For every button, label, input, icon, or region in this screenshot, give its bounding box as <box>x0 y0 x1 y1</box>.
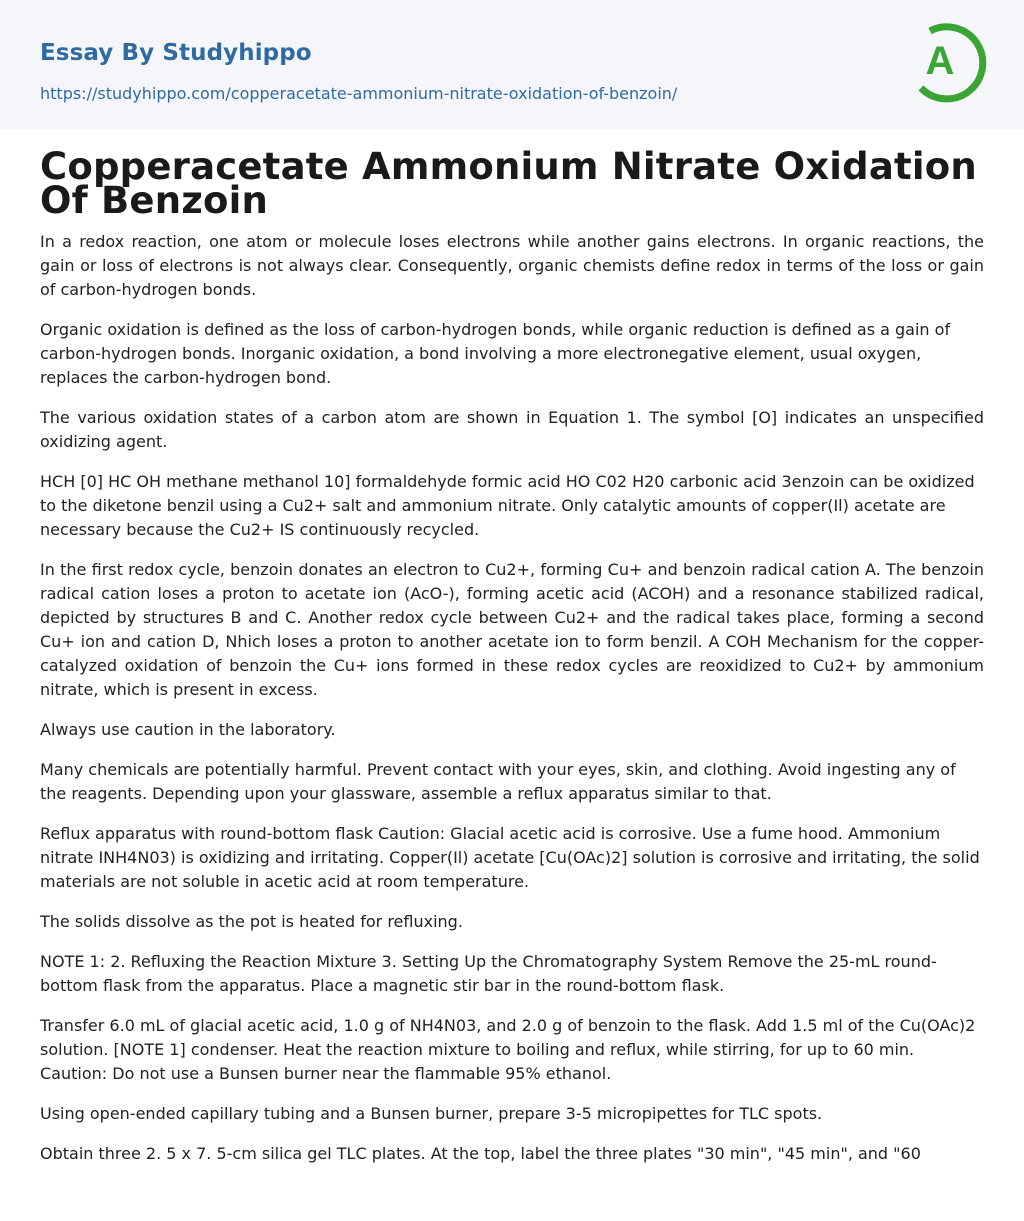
studyhippo-logo-icon[interactable] <box>908 18 988 106</box>
site-brand[interactable]: Essay By Studyhippo <box>40 40 312 66</box>
paragraph: HCH [0] HC OH methane methanol 10] formaldehyde formic acid HO C02 H20 carbonic acid 3enzoin can be oxidized to the diketone benzil using a Cu2+ salt and ammonium nitrate. Only catalytic amounts of copper(Il) acetate are necessary because the Cu2+ IS continuously recycled. <box>40 472 975 539</box>
paragraph: Organic oxidation is defined as the loss of carbon-hydrogen bonds, while organic reduction is defined as a gain of carbon-hydrogen bonds. Inorganic oxidation, a bond involving a more electronegative element, usual oxygen, replaces the carbon-hydrogen bond. <box>40 320 951 387</box>
paragraph: Always use caution in the laboratory. <box>40 720 336 739</box>
site-header <box>0 0 1024 129</box>
paragraph: The solids dissolve as the pot is heated for refluxing. <box>40 912 463 931</box>
paragraph: In the first redox cycle, benzoin donates an electron to Cu2+, forming Cu+ and benzoin radical cation A. The benzoin radical cation loses a proton to acetate ion (AcO-), forming acetic acid (ACOH) and a resonance stabilized radical, depicted by structures B and C. Another redox cycle between Cu2+ and the radical takes place, forming a second Cu+ ion and cation D, Nhich loses a proton to another acetate ion to form benzil. A COH Mechanism for the copper-catalyzed oxidation of benzoin the Cu+ ions formed in these redox cycles are reoxidized to Cu2+ by ammonium nitrate, which is present in excess. <box>40 560 984 699</box>
paragraph: Transfer 6.0 mL of glacial acetic acid, 1.0 g of NH4N03, and 2.0 g of benzoin to the flask. Add 1.5 ml of the Cu(OAc)2 solution. [NOTE 1] condenser. Heat the reaction mixture to boiling and reflux, while stirring, for up to 60 min. Caution: Do not use a Bunsen burner near the flammable 95% ethanol. <box>40 1016 976 1083</box>
paragraph: Many chemicals are potentially harmful. Prevent contact with your eyes, skin, and clothing. Avoid ingesting any of the reagents. Depending upon your glassware, assemble a reflux apparatus similar to that. <box>40 760 956 803</box>
article <box>40 145 984 1182</box>
logo-letter: A <box>925 39 955 83</box>
page-title: Copperacetate Ammonium Nitrate Oxidation Of Benzoin <box>40 145 977 222</box>
paragraph: The various oxidation states of a carbon atom are shown in Equation 1. The symbol [O] indicates an unspecified oxidizing agent. <box>40 408 984 451</box>
paragraph: NOTE 1: 2. Refluxing the Reaction Mixture 3. Setting Up the Chromatography System Remove the 25-mL round-bottom flask from the apparatus. Place a magnetic stir bar in the round-bottom flask. <box>40 952 937 995</box>
paragraph: Reflux apparatus with round-bottom flask Caution: Glacial acetic acid is corrosive. Use a fume hood. Ammonium nitrate INH4N03) is oxidizing and irritating. Copper(Il) acetate [Cu(OAc)2] solution is corrosive and irritating, the solid materials are not soluble in acetic acid at room temperature. <box>40 824 980 891</box>
paragraph: Using open-ended capillary tubing and a Bunsen burner, prepare 3-5 micropipettes for TLC spots. <box>40 1104 823 1123</box>
paragraph: In a redox reaction, one atom or molecule loses electrons while another gains electrons. In organic reactions, the gain or loss of electrons is not always clear. Consequently, organic chemists define redox in terms of the loss or gain of carbon-hydrogen bonds. <box>40 232 984 299</box>
paragraph: Obtain three 2. 5 x 7. 5-cm silica gel TLC plates. At the top, label the three plates "30 min", "45 min", and "60 <box>40 1144 921 1163</box>
essay-url-link[interactable]: https://studyhippo.com/copperacetate-ammonium-nitrate-oxidation-of-benzoin/ <box>40 84 678 103</box>
article-body <box>40 230 984 1166</box>
